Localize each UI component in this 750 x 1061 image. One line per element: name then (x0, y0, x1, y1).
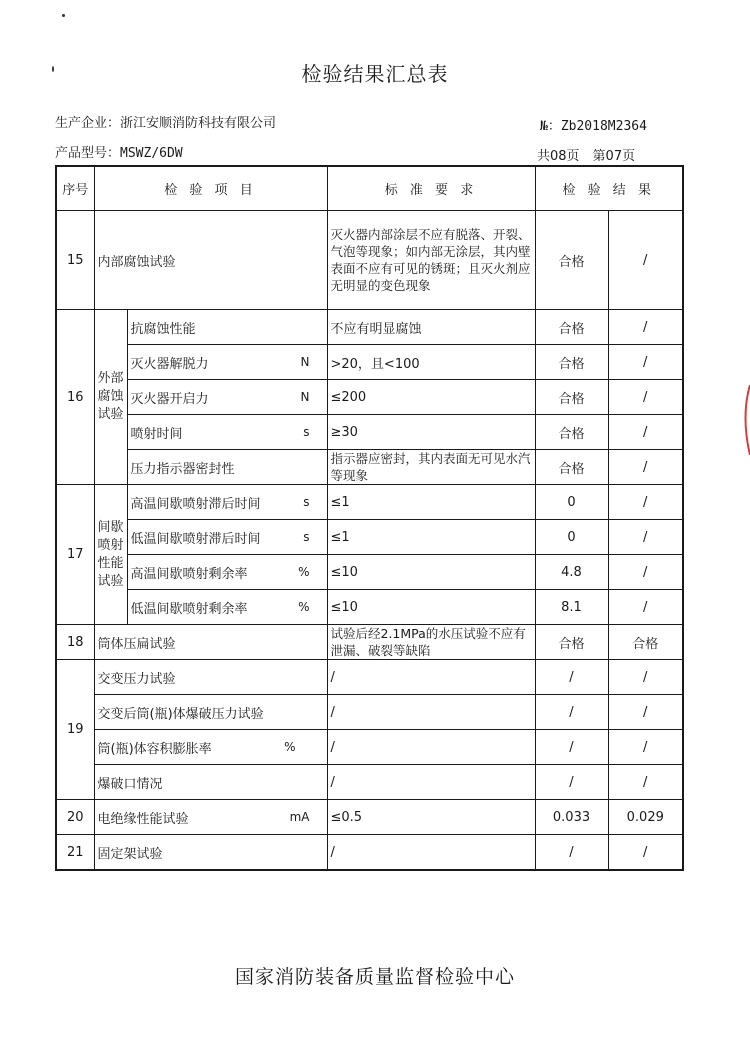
model-line (55, 142, 183, 161)
result-cell: / (608, 520, 683, 555)
result-cell: 0 (535, 520, 608, 555)
results-table (55, 165, 684, 871)
item-cell: 固定架试验 (94, 835, 327, 871)
seq-cell: 18 (56, 625, 94, 660)
item-label: 电绝缘性能试验 (97, 811, 189, 827)
requirement-cell: ≤200 (327, 380, 535, 415)
header-item: 检 验 项 目 (94, 166, 327, 211)
edge-mark (742, 385, 750, 455)
seq-cell: 16 (56, 310, 94, 485)
table-row (56, 625, 683, 660)
table-row (56, 660, 683, 695)
result-cell: / (535, 730, 608, 765)
table-row (56, 590, 683, 625)
requirement-cell: ≤1 (327, 485, 535, 520)
result-cell: 合格 (535, 211, 608, 310)
unit-label: mA (289, 810, 310, 824)
item-cell (127, 450, 327, 485)
seq-cell: 21 (56, 835, 94, 871)
result-cell: 0.029 (608, 800, 683, 835)
table-row (56, 695, 683, 730)
item-label: 灭火器开启力 (130, 391, 209, 407)
seq-cell: 20 (56, 800, 94, 835)
requirement-cell: 灭火器内部涂层不应有脱落、开裂、气泡等现象；如内部无涂层，其内壁表面不应有可见的锈斑；且灭火剂应无明显的变色现象 (327, 211, 535, 310)
report-number: №：Zb2018M2364 (540, 119, 647, 134)
header-result: 检 验 结 果 (535, 166, 683, 211)
group-cell: 间歇喷射性能试验 (94, 485, 127, 625)
model-label: 产品型号： (55, 146, 121, 161)
item-cell (127, 590, 327, 625)
requirement-cell: / (327, 730, 535, 765)
unit-label: N (300, 390, 310, 404)
result-cell: / (535, 660, 608, 695)
table-row (56, 800, 683, 835)
table-row (56, 450, 683, 485)
result-cell: / (608, 380, 683, 415)
result-cell: / (608, 555, 683, 590)
item-cell (94, 730, 327, 765)
table-row (56, 835, 683, 871)
result-cell: / (608, 765, 683, 800)
item-cell (127, 345, 327, 380)
result-cell: 合格 (535, 345, 608, 380)
group-cell: 外部腐蚀试验 (94, 310, 127, 485)
model-value: MSWZ/6DW (120, 146, 183, 161)
item-cell: 内部腐蚀试验 (94, 211, 327, 310)
unit-label: s (303, 425, 310, 439)
result-cell: / (608, 730, 683, 765)
result-cell: / (535, 765, 608, 800)
requirement-cell: ≤1 (327, 520, 535, 555)
result-cell: / (608, 485, 683, 520)
result-cell: / (535, 695, 608, 730)
item-cell: 筒体压扁试验 (94, 625, 327, 660)
result-cell: / (608, 835, 683, 871)
table-row (56, 765, 683, 800)
page-title: 检验结果汇总表 (301, 62, 449, 86)
item-label: 低温间歇喷射滞后时间 (130, 531, 261, 547)
result-cell: 合格 (535, 380, 608, 415)
requirement-cell: >20，且<100 (327, 345, 535, 380)
requirement-cell: / (327, 765, 535, 800)
scan-speck (62, 14, 65, 17)
result-cell: 合格 (608, 625, 683, 660)
table-row (56, 310, 683, 345)
company-line (55, 112, 276, 131)
item-label: 爆破口情况 (97, 776, 163, 792)
requirement-cell: / (327, 695, 535, 730)
requirement-cell: ≤10 (327, 590, 535, 625)
item-label: 筒(瓶)体容积膨胀率 (97, 741, 212, 757)
item-cell (94, 800, 327, 835)
table-row (56, 415, 683, 450)
result-cell: / (608, 590, 683, 625)
company-name: 浙江安顺消防科技有限公司 (120, 116, 277, 131)
header-requirement: 标 准 要 求 (327, 166, 535, 211)
requirement-cell: ≤10 (327, 555, 535, 590)
table-row (56, 730, 683, 765)
unit-label: % (298, 565, 310, 579)
item-label: 抗腐蚀性能 (130, 321, 196, 337)
item-cell (94, 765, 327, 800)
item-cell (127, 555, 327, 590)
seq-cell: 19 (56, 660, 94, 800)
table-row (56, 485, 683, 520)
item-cell (127, 380, 327, 415)
result-cell: 合格 (535, 625, 608, 660)
item-cell (127, 310, 327, 345)
company-label: 生产企业： (55, 116, 121, 131)
unit-label: s (303, 530, 310, 544)
table-row (56, 211, 683, 310)
result-cell: 0.033 (535, 800, 608, 835)
unit-label: N (300, 355, 310, 369)
header-seq: 序号 (56, 166, 94, 211)
item-label: 高温间歇喷射剩余率 (130, 566, 248, 582)
item-cell (94, 660, 327, 695)
item-label: 交变后筒(瓶)体爆破压力试验 (97, 706, 264, 722)
requirement-cell: 指示器应密封，其内表面无可见水汽等现象 (327, 450, 535, 485)
result-cell: 合格 (535, 415, 608, 450)
item-label: 高温间歇喷射滞后时间 (130, 496, 261, 512)
item-cell (127, 415, 327, 450)
requirement-cell: 试验后经2.1MPa的水压试验不应有泄漏、破裂等缺陷 (327, 625, 535, 660)
result-cell: / (608, 310, 683, 345)
result-cell: 合格 (535, 450, 608, 485)
result-cell: / (608, 695, 683, 730)
seq-cell: 17 (56, 485, 94, 625)
table-row (56, 380, 683, 415)
table-row (56, 520, 683, 555)
requirement-cell: / (327, 835, 535, 871)
requirement-cell: 不应有明显腐蚀 (327, 310, 535, 345)
item-cell (127, 485, 327, 520)
result-cell: 合格 (535, 310, 608, 345)
result-cell: 0 (535, 485, 608, 520)
requirement-cell: ≤0.5 (327, 800, 535, 835)
table-row (56, 345, 683, 380)
requirement-cell: ≥30 (327, 415, 535, 450)
result-cell: / (608, 415, 683, 450)
item-cell (127, 520, 327, 555)
result-cell: / (608, 450, 683, 485)
item-label: 喷射时间 (130, 426, 183, 442)
requirement-cell: / (327, 660, 535, 695)
result-cell: / (608, 345, 683, 380)
item-label: 灭火器解脱力 (130, 356, 209, 372)
unit-label: % (298, 600, 310, 614)
item-label: 压力指示器密封性 (130, 461, 235, 477)
result-cell: / (608, 660, 683, 695)
unit-label: % (284, 740, 296, 754)
table-header (56, 166, 683, 211)
unit-label: s (303, 495, 310, 509)
item-label: 交变压力试验 (97, 671, 176, 687)
result-cell: 4.8 (535, 555, 608, 590)
result-cell: 8.1 (535, 590, 608, 625)
seq-cell: 15 (56, 211, 94, 310)
table-row (56, 555, 683, 590)
item-cell (94, 695, 327, 730)
result-cell: / (608, 211, 683, 310)
issuing-organization: 国家消防装备质量监督检验中心 (234, 966, 515, 988)
page-count: 共08页 第07页 (537, 149, 636, 164)
item-label: 低温间歇喷射剩余率 (130, 601, 248, 617)
result-cell: / (535, 835, 608, 871)
